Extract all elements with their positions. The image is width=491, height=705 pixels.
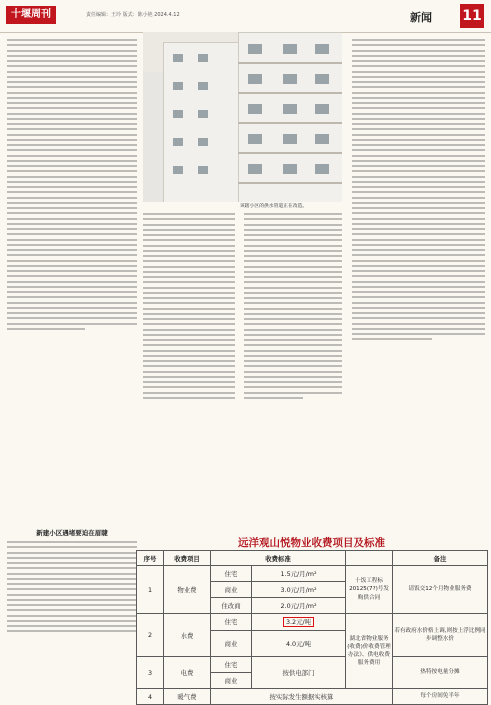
page-number: 11 [460,4,484,28]
article-column-1 [7,36,137,526]
cell-price: 1.5元/月/m² [252,566,346,582]
cell-no: 1 [137,566,164,614]
page-header [0,0,491,33]
cell-type: 商业 [211,630,252,656]
cell-price-highlight [252,614,346,631]
cell-item: 电费 [164,657,211,689]
water-price-highlight: 3.2元/吨 [283,617,314,627]
col-header-notes-main [346,551,393,566]
article-column-2 [143,210,235,528]
cell-note: 十饭工程标20125(7?)号发购供合同 [346,566,393,614]
cell-price: 3.0元/月/m² [252,582,346,598]
cell-no: 4 [137,689,164,705]
col-header-standard: 收费标准 [211,551,346,566]
cell-type: 住改商 [211,598,252,614]
cell-type: 住宅 [211,614,252,631]
cell-remark: 每个房间免半年 [393,689,488,705]
cell-item: 暖气费 [164,689,211,705]
table-row [137,689,488,705]
cell-type: 商业 [211,582,252,598]
cell-price: 4.0元/吨 [252,630,346,656]
section-name: 新闻 [410,11,432,24]
cell-price: 2.0元/月/m² [252,598,346,614]
cell-item: 水费 [164,614,211,657]
editor-line: 责任编辑：王玲 版式：陈小艳 2024.4.12 [86,12,180,18]
table-row [137,566,488,582]
col-header-item: 收费项目 [164,551,211,566]
cell-price: 按实际发生额据实核算 [211,689,393,705]
article-column-1b [7,538,137,700]
cell-type: 住宅 [211,657,252,673]
table-title: 远洋观山悦物业收费项目及标准 [238,537,385,549]
cell-item: 物业费 [164,566,211,614]
table-row [137,614,488,631]
cell-remark: 热特按电量分摊 [393,657,488,689]
cell-type: 住宅 [211,566,252,582]
cell-type: 商业 [211,673,252,689]
table-row [137,657,488,673]
article-column-4 [352,36,485,531]
cell-no: 2 [137,614,164,657]
cell-note: 湖北省物业服务(收费)价收费管理办法》、供电收费服务费用 [346,614,393,689]
sidebar-heading: 新建小区遇堵要迫在眉睫 [36,529,108,537]
col-header-no: 序号 [137,551,164,566]
building-photo [143,32,342,202]
cell-price: 按供电部门 [252,657,346,689]
col-header-remark: 备注 [393,551,488,566]
cell-no: 3 [137,657,164,689]
masthead-logo: 十堰周刊 [6,6,56,24]
cell-remark: 若有政府水价格上调,则按上浮比例同步调整水价 [393,614,488,657]
cell-remark: 请饭交12个月物业服务费 [393,566,488,614]
photo-caption: 该辖小区的供水管道正在改造。 [240,204,308,209]
table-header-row [137,551,488,566]
fee-table [136,550,488,705]
article-column-3 [244,210,342,528]
